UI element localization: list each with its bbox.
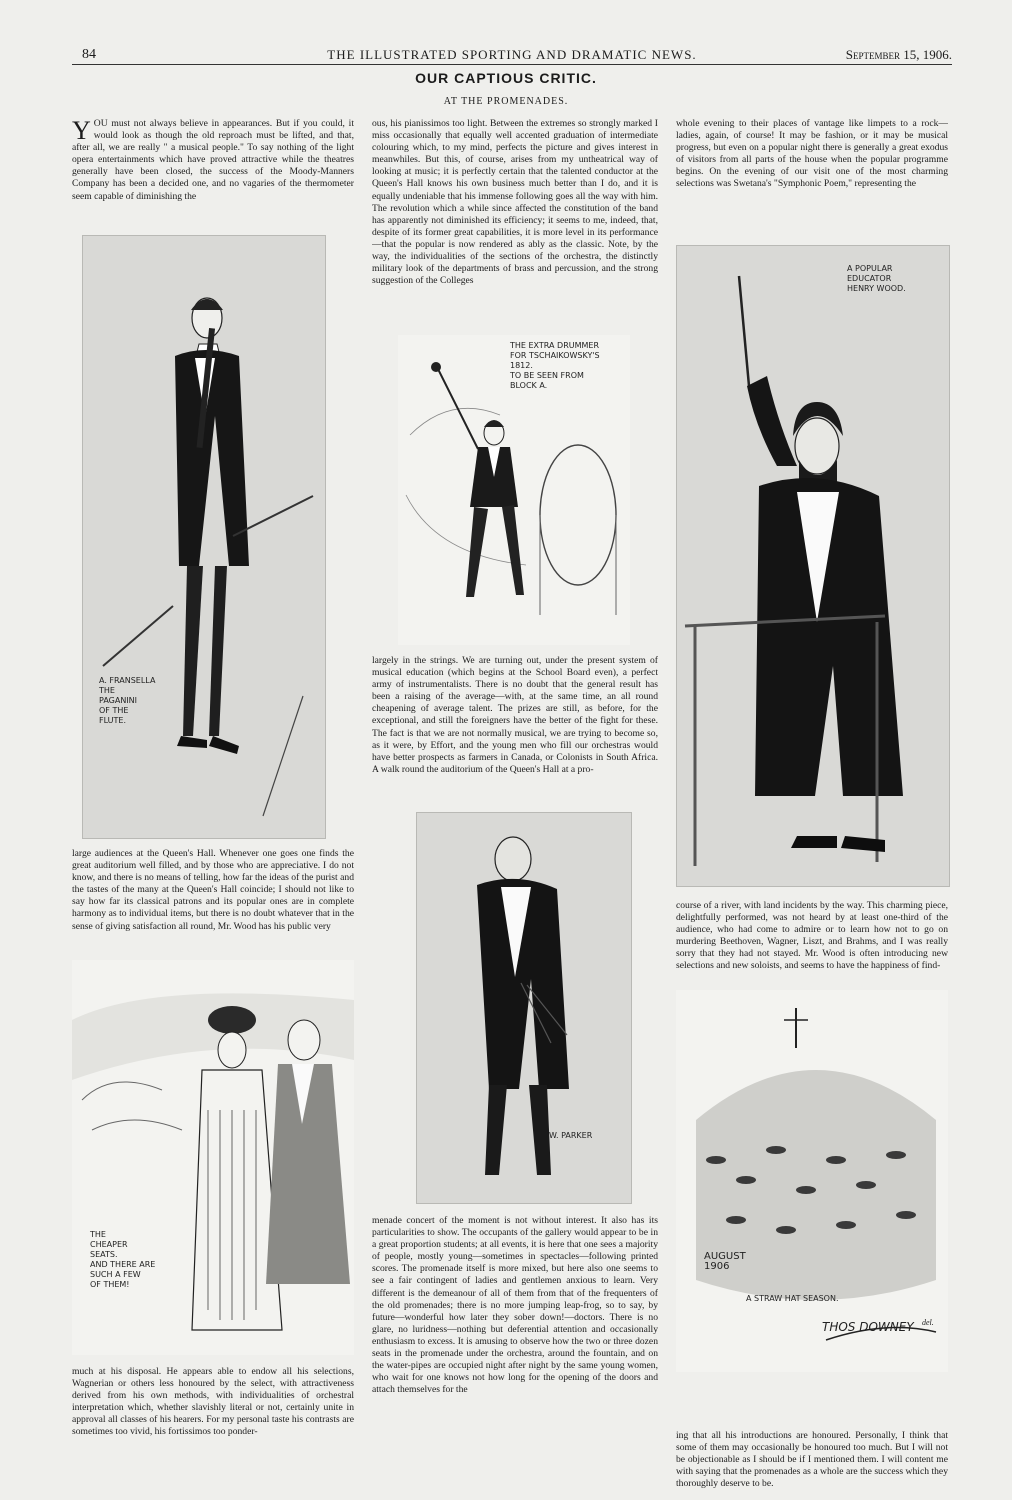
paragraph-1-text: OU must not always believe in appearances. But if you could, it would look as though the old reproach must be lifted, and that, after all, we are really " a musical people." To say nothing of the light opera entertainments which have proved attractive while the theatres generally have been closed, the success of the Moody-Manners Company has been a decided one, and no vagaries of the thermometer seem capable of diminishing the <box>72 118 354 202</box>
paragraph-7: whole evening to their places of vantage like limpets to a rock—ladies, again, of course! It may be fashion, or it may be musical progress, but even on a popular night there is generally a great exodus of visitors from all parts of the house when the popular programme begins. On the evening of our visit one of the most charming selections was Swetana's "Symphonic Poem," representing the <box>676 118 948 190</box>
drummer-caption: THE EXTRA DRUMMER FOR TSCHAIKOWSKY'S 1812. TO BE SEEN FROM BLOCK A. <box>510 341 600 390</box>
conductor-caption: A POPULAR EDUCATOR HENRY WOOD. <box>847 264 906 293</box>
paragraph-9: ing that all his introductions are honoured. Personally, I think that some of them may occasionally be honoured too much. But I will not be objectionable as I should be if I mentioned them. I will content me with saying that the promenades as a whole are the success which they thoroughly deserve to be. <box>676 1430 948 1490</box>
paragraph-1 <box>72 118 354 228</box>
paragraph-6: menade concert of the moment is not without interest. It also has its particularities to show. The occupants of the gallery would appear to be in a great proportion students; at all events, it is here that one sees a majority of people, mostly young—sometimes in spectacles—following printed scores. The promenade itself is more mixed, but here also one seems to see a fair contingent of ladies and gentlemen anxious to learn. Very different is the demeanour of all of them from that of the frequenters of the old promenades; there is no more jumping leap-frog, so to say, by future—wonderful how later they sober down!—doctors. There is no glare, no luridness—nothing but deferential attention and occasionally enthusiasm to excess. It is amusing to observe how the two or three dozen seats in the promenade under the orchestra, around the fountain, and on the water-pipes are occupied night after night by the same young women, who wait for one knows not how long for the opening of the doors and attach themselves for the <box>372 1215 658 1396</box>
masthead: THE ILLUSTRATED SPORTING AND DRAMATIC NEWS. <box>327 47 697 62</box>
page-number: 84 <box>82 47 96 62</box>
seats-caption: THE CHEAPER SEATS. AND THERE ARE SUCH A FEW OF THEM! <box>90 1230 156 1289</box>
artist-signature: THOS DOWNEY <box>822 1320 914 1334</box>
paragraph-5: largely in the strings. We are turning out, under the present system of musical education (which begins at the School Board even), a perfect army of instrumentalists. There is no doubt that the general result has been a raising of the average—with, at the same time, an all round cheapening of average talent. The prizes are still, as before, for the exceptional, and still the foreigners have the better of the fight for these. The fact is that we are not normally musical, we are trying to become so, as it were, by Effort, and the young men who fill our orchestras would have better prospects as farmers in Canada, or Colonists in South Africa. A walk round the auditorium of the Queen's Hall at a pro- <box>372 655 658 775</box>
singer-drawing <box>417 813 631 1203</box>
delineavit-mark: del. <box>922 1318 934 1327</box>
straw-hat-illustration <box>676 990 948 1372</box>
issue-date: September 15, 1906. <box>845 47 952 62</box>
conductor-illustration <box>676 245 950 887</box>
audience-seats-drawing <box>72 960 354 1355</box>
flautist-illustration <box>82 235 326 839</box>
straw-hat-caption: A STRAW HAT SEASON. <box>746 1294 839 1303</box>
paragraph-8: course of a river, with land incidents by the way. This charming piece, delightfully performed, was not heard by at least one-third of the audience, who had come to admire or to learn how not to go on murdering Beethoven, Wagner, Liszt, and Brahms, and I was really sorry that they had not stayed. Mr. Wood is often introducing new selections and new soloists, and seems to have the happiness of find- <box>676 900 948 972</box>
page-header <box>72 44 952 65</box>
conductor-drawing <box>677 246 949 886</box>
article-title: OUR CAPTIOUS CRITIC. <box>415 70 597 86</box>
paragraph-4: ous, his pianissimos too light. Between the extremes so strongly marked I miss occasionally that equally well accented graduation of intermediate colouring which, to my mind, perfects the picture and gives interest in meanwhiles. But this, of course, arises from my untheatrical way of looking at music; it is perfectly certain that the talented conductor at the Queen's Hall knows his own business much better than I do, and it is equally undeniable that his immense following goes all the way with him. The revolution which a while since affected the constitution of the band has apparently not diminished its efficiency; it seems to me, indeed, that, despite of its former great capabilities, it is more level in its performance—that the popular is now rendered as ably as the classic. Note, by the way, the individualities of the sections of the orchestra, the distinctly military look of the departments of brass and percussion, and the strong suggestion of the Colleges <box>372 118 658 287</box>
flautist-drawing <box>83 236 325 838</box>
singer-caption: W. PARKER <box>549 1131 593 1140</box>
drummer-illustration <box>398 335 630 645</box>
paragraph-3: much at his disposal. He appears able to endow all his selections, Wagnerian or others less honoured by the select, with attractiveness derived from his own methods, with individualities of orchestral interpretation which, whether slavishly literal or not, certainly unite in approval all classes of his hearers. For my personal taste his contrasts are sometimes too vivid, his fortissimos too ponder- <box>72 1366 354 1438</box>
article-subtitle: AT THE PROMENADES. <box>443 96 569 107</box>
singer-illustration <box>416 812 632 1204</box>
flautist-caption: A. FRANSELLA THE PAGANINI OF THE FLUTE. <box>99 676 156 725</box>
paragraph-2: large audiences at the Queen's Hall. Whenever one goes one finds the great auditorium well filled, and by those who are appreciative. I do not know, and there is no means of telling, how far the ideas of the purist and the tastes of the many at the Queen's Hall coincide; I should not like to say how far its classical patrons and its popular ones are in complete harmony as to individual items, but there is no doubt whatever that in the sense of giving satisfaction all round, Mr. Wood has his public very <box>72 848 354 932</box>
drop-cap: Y <box>72 118 91 145</box>
audience-seats-illustration <box>72 960 354 1355</box>
date-note-caption: AUGUST 1906 <box>704 1251 746 1272</box>
straw-hat-drawing <box>676 990 948 1372</box>
